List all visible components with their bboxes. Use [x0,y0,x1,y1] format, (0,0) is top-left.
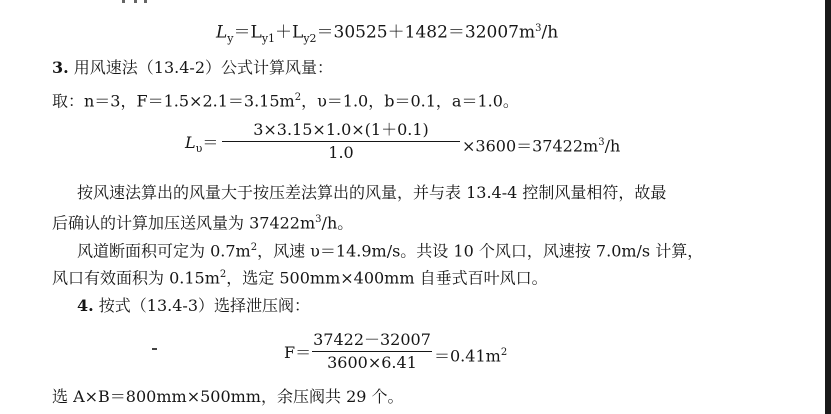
formula-ly-plus-l: ＋L [275,22,304,43]
formula-f-result: ＝0.41m [434,346,501,366]
formula-lv-eq: ＝ [202,133,219,152]
para-1-sup: 3 [315,214,322,225]
formula-f-denominator: 3600×6.41 [327,353,417,372]
scan-edge-border [825,0,831,414]
formula-lv-sup: 3 [598,137,605,148]
formula-ly-eq-l: ＝L [233,22,262,43]
formula-f-fraction [312,330,432,373]
formula-f-sup: 2 [500,347,508,358]
para-2-tail-2: ，选定 500mm×400mm 自垂式百叶风口。 [226,268,548,288]
formula-ly-unit-tail: /h [541,22,559,43]
formula-f-right [434,342,507,367]
para-2-tail-1: ，风速 υ＝14.9m/s。共设 10 个风口，风速按 7.0m/s 计算， [257,241,704,261]
step-4-number: 4. [77,296,94,315]
formula-f-numerator: 37422－32007 [313,330,431,349]
formula-ly-sub2: y2 [303,32,317,46]
step-3-number: 3. [52,58,69,77]
para-2-sup-1: 2 [250,242,258,253]
formula-lv-tail: /h [604,136,621,156]
para-2-line-1 [77,237,703,262]
formula-f-left [284,342,311,364]
step-4-text: 按式（13.4-3）选择泄压阀： [98,296,311,315]
formula-lv-numerator: 3×3.15×1.0×(1＋0.1) [253,120,429,139]
formula-ly [216,18,558,50]
formula-ly-unit-sup: 3 [535,23,542,34]
para-2-sup-2: 2 [219,269,227,280]
para-2-text-2: 风口有效面积为 0.15m [52,268,220,288]
formula-ly-sub1: y1 [261,32,276,46]
para-1-tail: /h。 [321,213,354,233]
formula-f-fraction-bar [312,351,432,352]
scan-specks [120,0,160,4]
params-sup: 2 [294,92,302,103]
step-3-text: 用风速法（13.4-2）公式计算风量： [73,58,334,77]
formula-ly-symbol: L [216,22,228,43]
formula-lv-fraction [222,120,460,163]
para-2-line-2 [52,264,548,289]
formula-lv-result: ×3600＝37422m [462,136,599,156]
formula-ly-subscript: y [227,32,234,46]
formula-lv-left [185,132,218,160]
params-tail: ，υ＝1.0，b＝0.1，a＝1.0。 [301,91,519,111]
para-2-text-1: 风道断面积可定为 0.7m [77,241,251,261]
params-line [52,87,519,112]
formula-ly-result: ＝30525＋1482＝32007m [316,22,536,43]
step-4-heading [77,295,310,317]
para-1-line-2 [52,209,353,234]
formula-lv-denominator: 1.0 [328,143,354,162]
para-1-text-1: 按风速法算出的风量大于按压差法算出的风量，并与表 13.4-4 控制风量相符，故最 [77,183,667,202]
formula-lv-symbol: L [185,133,196,152]
formula-f-prefix: F＝ [284,343,312,362]
step-3-heading [52,57,333,79]
scan-dot [152,348,157,350]
formula-lv-fraction-bar [222,141,460,142]
para-1-line-1 [77,182,666,204]
params-main: 取：n＝3，F＝1.5×2.1＝3.15m [52,91,295,111]
final-line [52,386,404,408]
final-line-text: 选 A×B＝800mm×500mm，余压阀共 29 个。 [52,387,404,406]
formula-lv-subscript: υ [195,142,203,156]
formula-lv-right [462,132,620,157]
para-1-text-2: 后确认的计算加压送风量为 37422m [52,213,316,233]
